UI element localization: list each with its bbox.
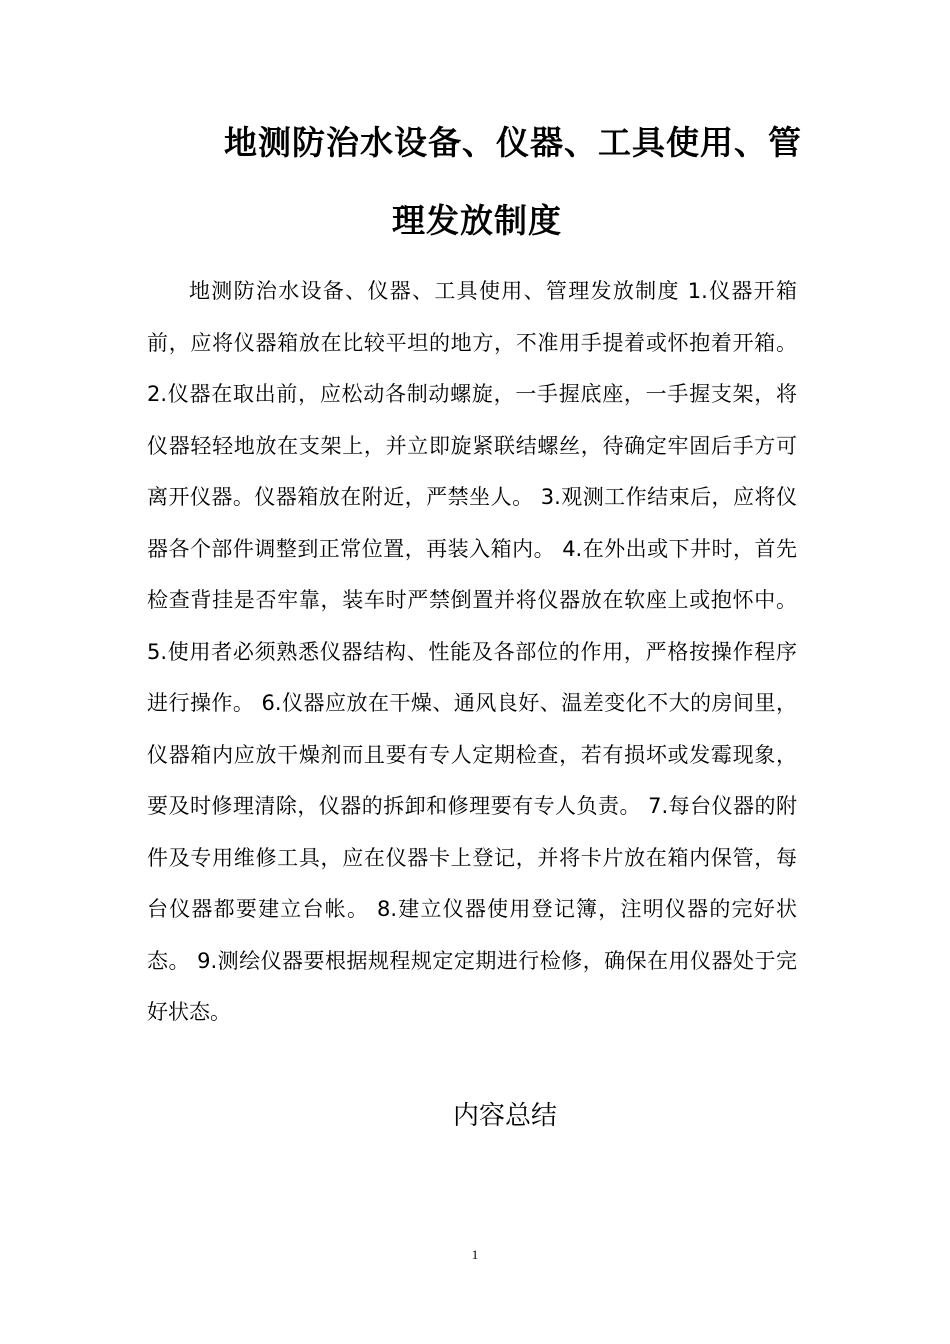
summary-heading: 内容总结 [452,1101,557,1131]
document-title-line-2: 理发放制度 [392,201,562,240]
document-title-line-1: 地测防治水设备、仪器、工具使用、管 [224,123,802,162]
body-paragraph: 地测防治水设备、仪器、工具使用、管理发放制度 1.仪器开箱前，应将仪器箱放在比较平坦的地方，不准用手提着或怀抱着开箱。 2.仪器在取出前，应松动各制动螺旋，一手握底座，一手握支架，将仪器轻轻地放在支架上，并立即旋紧联结螺丝，待确定牢固后手方可离开仪器。仪器箱放在附近，严禁坐人。 3.观测工作结束后，应将仪器各个部件调整到正常位置，再装入箱内。 4.在外出或下井时，首先检查背挂是否牢靠，装车时严禁倒置并将仪器放在软座上或抱怀中。 5.使用者必须熟悉仪器结构、性能及各部位的作用，严格按操作程序进行操作。 6.仪器应放在干燥、通风良好、温差变化不大的房间里，仪器箱内应放干燥剂而且要有专人定期检查，若有损坏或发霉现象，要及时修理清除，仪器的拆卸和修理要有专人负责。 7.每台仪器的附件及专用维修工具，应在仪器卡上登记，并将卡片放在箱内保管，每台仪器都要建立台帐。 8.建立仪器使用登记簿，注明仪器的完好状态。 9.测绘仪器要根据规程规定定期进行检修，确保在用仪器处于完好状态。 [147,279,797,1024]
page-number: 1 [471,1247,479,1262]
